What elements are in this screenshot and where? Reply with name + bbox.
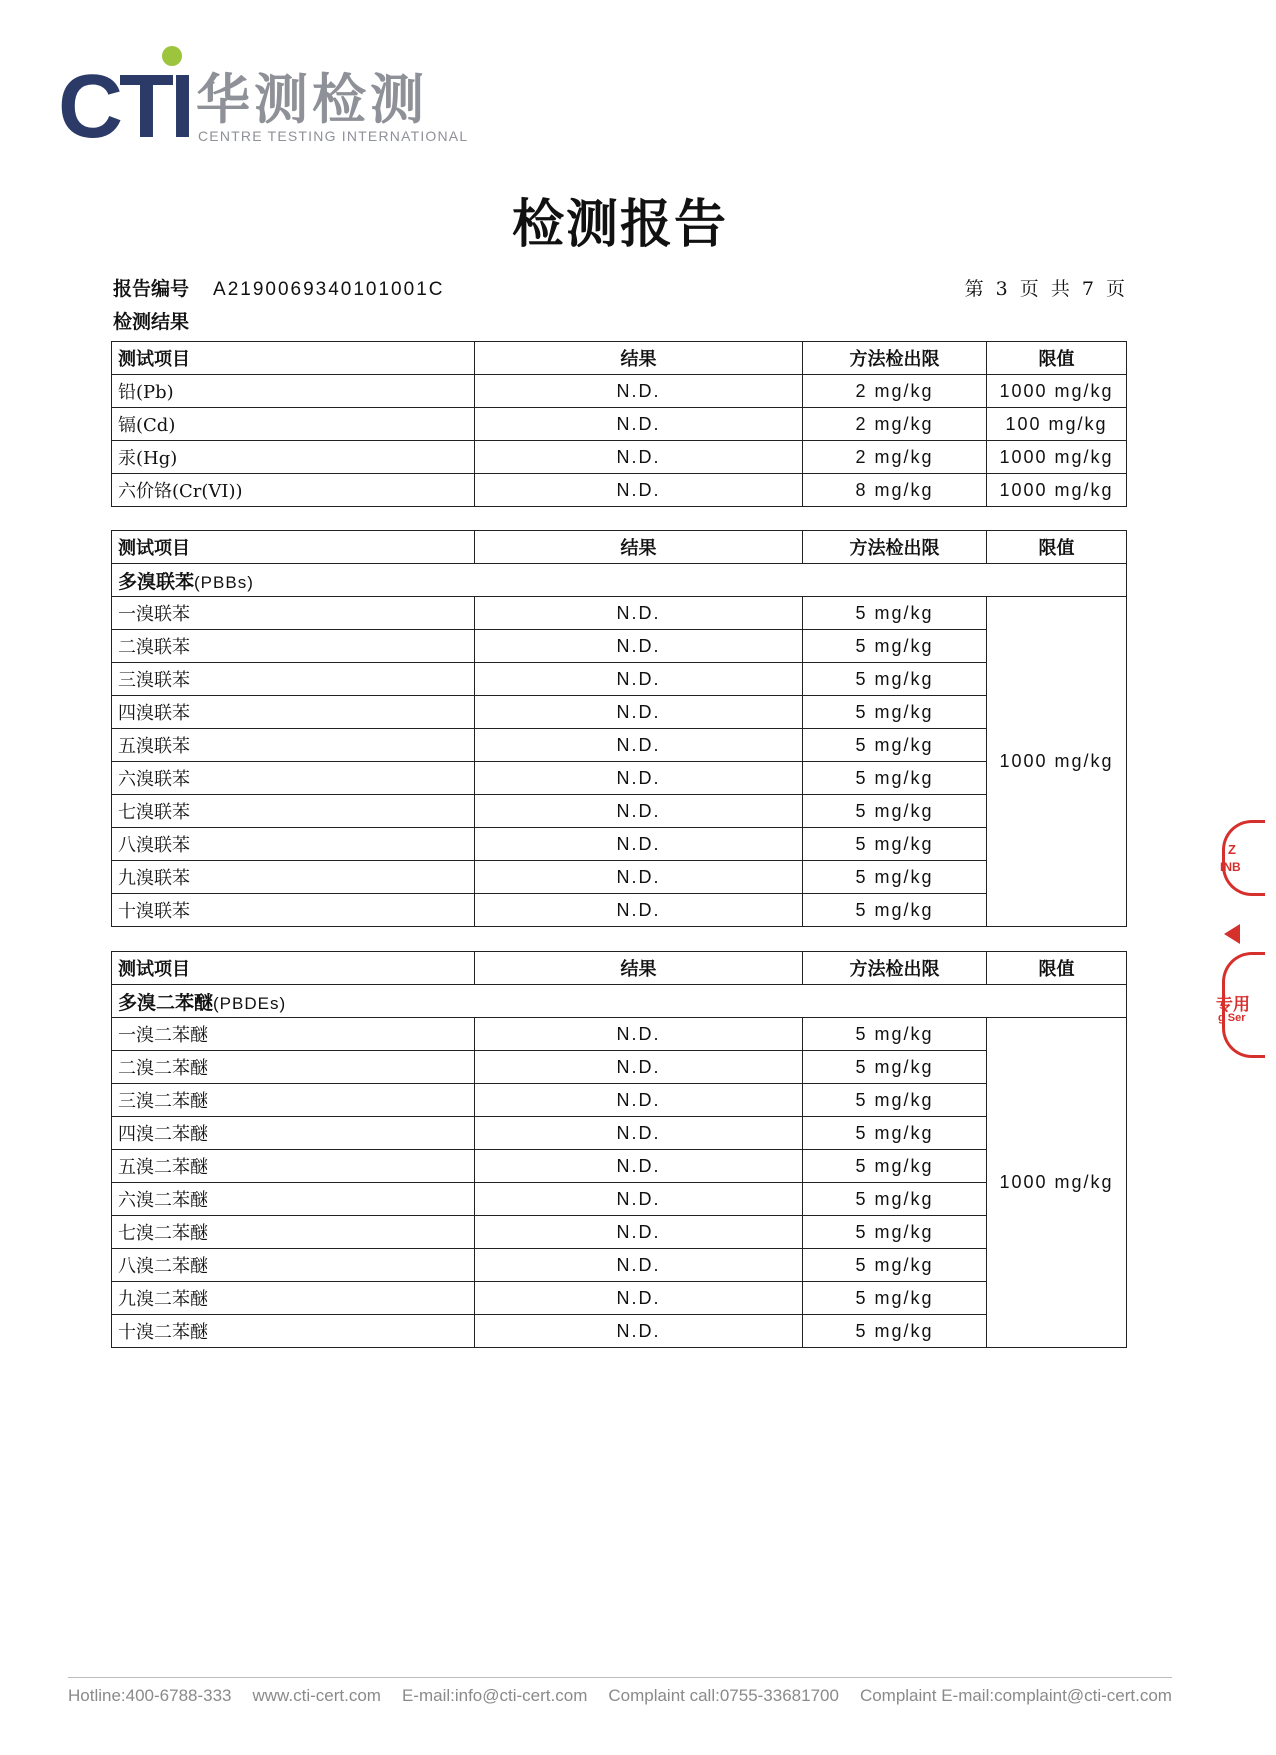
table-row <box>112 630 1127 663</box>
item-name: 六价铬(Cr(VI)) <box>112 474 475 507</box>
seal-fragment: 专用 <box>1216 995 1250 1014</box>
header-item: 测试项目 <box>112 952 475 985</box>
mdl-value: 5 mg/kg <box>803 1249 987 1282</box>
item-name: 汞(Hg) <box>112 441 475 474</box>
item-name: 三溴二苯醚 <box>112 1084 475 1117</box>
header-limit: 限值 <box>987 342 1127 375</box>
mdl-value: 5 mg/kg <box>803 828 987 861</box>
item-name: 十溴联苯 <box>112 894 475 927</box>
header-mdl: 方法检出限 <box>803 342 987 375</box>
logo-english-name: CENTRE TESTING INTERNATIONAL <box>198 128 469 144</box>
mdl-value: 5 mg/kg <box>803 1282 987 1315</box>
item-name: 八溴联苯 <box>112 828 475 861</box>
result-value: N.D. <box>475 861 803 894</box>
limit-value: 1000 mg/kg <box>987 375 1127 408</box>
table-row <box>112 1084 1127 1117</box>
result-value: N.D. <box>475 729 803 762</box>
table-row <box>112 663 1127 696</box>
footer-email[interactable]: E-mail:info@cti-cert.com <box>401 1686 588 1705</box>
mdl-value: 5 mg/kg <box>803 1117 987 1150</box>
result-value: N.D. <box>475 663 803 696</box>
group-row <box>112 564 1127 597</box>
mdl-value: 5 mg/kg <box>803 1018 987 1051</box>
header-item: 测试项目 <box>112 531 475 564</box>
company-logo <box>58 44 469 157</box>
table-row <box>112 1183 1127 1216</box>
result-value: N.D. <box>475 1051 803 1084</box>
pbdes-table <box>111 951 1127 1348</box>
seal-triangle-icon <box>1224 924 1240 944</box>
result-value: N.D. <box>475 630 803 663</box>
footer-divider <box>68 1677 1172 1678</box>
table-row <box>112 1018 1127 1051</box>
item-name: 一溴二苯醚 <box>112 1018 475 1051</box>
table-row <box>112 474 1127 507</box>
header-limit: 限值 <box>987 952 1127 985</box>
item-name: 六溴联苯 <box>112 762 475 795</box>
seal-fragment: g Ser <box>1218 1012 1246 1024</box>
table-row <box>112 729 1127 762</box>
group-title <box>112 985 1127 1018</box>
table-row <box>112 408 1127 441</box>
mdl-value: 5 mg/kg <box>803 696 987 729</box>
group-abbr: (PBBs) <box>194 572 254 592</box>
pbbs-table <box>111 530 1127 927</box>
footer-complaint-call: Complaint call:0755-33681700 <box>608 1686 839 1705</box>
table-row <box>112 795 1127 828</box>
table-row <box>112 1249 1127 1282</box>
header-mdl: 方法检出限 <box>803 531 987 564</box>
mdl-value: 5 mg/kg <box>803 729 987 762</box>
table-row <box>112 1282 1127 1315</box>
footer <box>68 1686 1172 1706</box>
mdl-value: 5 mg/kg <box>803 1084 987 1117</box>
table-row <box>112 861 1127 894</box>
group-name: 多溴二苯醚 <box>118 991 214 1014</box>
item-name: 四溴二苯醚 <box>112 1117 475 1150</box>
table-row <box>112 597 1127 630</box>
limit-value: 1000 mg/kg <box>987 597 1127 927</box>
footer-complaint-email[interactable]: Complaint E-mail:complaint@cti-cert.com <box>859 1686 1172 1705</box>
table-row <box>112 441 1127 474</box>
metals-table <box>111 341 1127 507</box>
seal-fragment: INB <box>1220 860 1241 874</box>
limit-value: 1000 mg/kg <box>987 474 1127 507</box>
item-name: 二溴联苯 <box>112 630 475 663</box>
item-name: 铅(Pb) <box>112 375 475 408</box>
result-value: N.D. <box>475 795 803 828</box>
item-name: 七溴二苯醚 <box>112 1216 475 1249</box>
mdl-value: 2 mg/kg <box>803 408 987 441</box>
header-mdl: 方法检出限 <box>803 952 987 985</box>
result-value: N.D. <box>475 828 803 861</box>
item-name: 四溴联苯 <box>112 696 475 729</box>
item-name: 二溴二苯醚 <box>112 1051 475 1084</box>
result-value: N.D. <box>475 474 803 507</box>
table-header <box>112 342 1127 375</box>
result-value: N.D. <box>475 1150 803 1183</box>
group-abbr: (PBDEs) <box>213 993 287 1013</box>
table-header <box>112 952 1127 985</box>
item-name: 镉(Cd) <box>112 408 475 441</box>
page-info: 第 3 页 共 7 页 <box>964 278 1128 300</box>
footer-website[interactable]: www.cti-cert.com <box>252 1686 381 1705</box>
mdl-value: 5 mg/kg <box>803 1051 987 1084</box>
table-row <box>112 828 1127 861</box>
table-row <box>112 762 1127 795</box>
mdl-value: 5 mg/kg <box>803 663 987 696</box>
header-result: 结果 <box>475 342 803 375</box>
section-label: 检测结果 <box>113 311 190 333</box>
item-name: 六溴二苯醚 <box>112 1183 475 1216</box>
mdl-value: 2 mg/kg <box>803 375 987 408</box>
table-row <box>112 1315 1127 1348</box>
result-value: N.D. <box>475 762 803 795</box>
result-value: N.D. <box>475 1183 803 1216</box>
group-row <box>112 985 1127 1018</box>
result-value: N.D. <box>475 597 803 630</box>
item-name: 一溴联苯 <box>112 597 475 630</box>
item-name: 九溴二苯醚 <box>112 1282 475 1315</box>
report-number-label: 报告编号 <box>113 278 190 300</box>
mdl-value: 5 mg/kg <box>803 630 987 663</box>
table-header <box>112 531 1127 564</box>
table-row <box>112 894 1127 927</box>
mdl-value: 5 mg/kg <box>803 762 987 795</box>
report-number <box>113 274 444 301</box>
result-value: N.D. <box>475 894 803 927</box>
item-name: 五溴联苯 <box>112 729 475 762</box>
mdl-value: 5 mg/kg <box>803 1315 987 1348</box>
result-value: N.D. <box>475 375 803 408</box>
mdl-value: 5 mg/kg <box>803 1216 987 1249</box>
result-value: N.D. <box>475 408 803 441</box>
result-value: N.D. <box>475 696 803 729</box>
table-row <box>112 1216 1127 1249</box>
item-name: 五溴二苯醚 <box>112 1150 475 1183</box>
item-name: 九溴联苯 <box>112 861 475 894</box>
report-number-value: A2190069340101001C <box>213 279 445 300</box>
mdl-value: 5 mg/kg <box>803 597 987 630</box>
mdl-value: 2 mg/kg <box>803 441 987 474</box>
limit-value: 1000 mg/kg <box>987 441 1127 474</box>
table-row <box>112 1150 1127 1183</box>
header-result: 结果 <box>475 531 803 564</box>
result-value: N.D. <box>475 1216 803 1249</box>
result-value: N.D. <box>475 1249 803 1282</box>
footer-hotline: Hotline:400-6788-333 <box>68 1686 232 1705</box>
item-name: 七溴联苯 <box>112 795 475 828</box>
result-value: N.D. <box>475 1282 803 1315</box>
mdl-value: 5 mg/kg <box>803 861 987 894</box>
group-title <box>112 564 1127 597</box>
mdl-value: 8 mg/kg <box>803 474 987 507</box>
item-name: 十溴二苯醚 <box>112 1315 475 1348</box>
result-value: N.D. <box>475 1117 803 1150</box>
mdl-value: 5 mg/kg <box>803 1150 987 1183</box>
official-seal-stamp <box>1216 812 1276 1054</box>
header-item: 测试项目 <box>112 342 475 375</box>
result-value: N.D. <box>475 1018 803 1051</box>
header-result: 结果 <box>475 952 803 985</box>
item-name: 八溴二苯醚 <box>112 1249 475 1282</box>
table-row <box>112 375 1127 408</box>
group-name: 多溴联苯 <box>118 570 195 593</box>
mdl-value: 5 mg/kg <box>803 1183 987 1216</box>
limit-value: 1000 mg/kg <box>987 1018 1127 1348</box>
item-name: 三溴联苯 <box>112 663 475 696</box>
seal-fragment: Z <box>1228 842 1236 857</box>
result-value: N.D. <box>475 1084 803 1117</box>
seal-arc-upper <box>1222 820 1265 896</box>
result-value: N.D. <box>475 1315 803 1348</box>
logo-mark: CTI <box>58 57 191 157</box>
table-row <box>112 696 1127 729</box>
document-title: 检测报告 <box>511 194 728 255</box>
table-row <box>112 1051 1127 1084</box>
mdl-value: 5 mg/kg <box>803 894 987 927</box>
header-limit: 限值 <box>987 531 1127 564</box>
limit-value: 100 mg/kg <box>987 408 1127 441</box>
mdl-value: 5 mg/kg <box>803 795 987 828</box>
logo-chinese-name: 华测检测 <box>196 68 428 131</box>
result-value: N.D. <box>475 441 803 474</box>
table-row <box>112 1117 1127 1150</box>
